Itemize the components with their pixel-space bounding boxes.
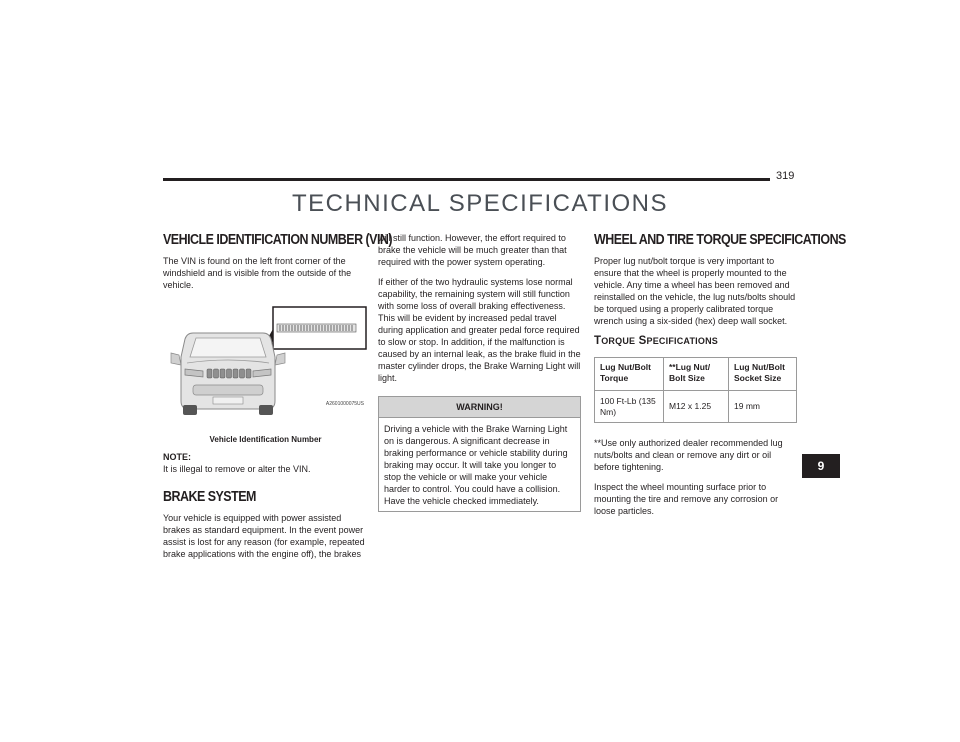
table-header-cell: Lug Nut/Bolt Torque xyxy=(595,358,664,391)
sub-rest-1: ORQUE xyxy=(601,336,636,346)
table-row xyxy=(595,391,797,423)
wheel-heading: WHEEL AND TIRE TORQUE SPECIFICATIONS xyxy=(594,232,846,248)
warning-box xyxy=(378,396,581,512)
table-cell: 19 mm xyxy=(729,391,797,423)
table-cell: M12 x 1.25 xyxy=(664,391,729,423)
brake-para1-cont: will still function. However, the effort required to brake the vehicle will be much greater than that required with the power system operating. xyxy=(378,233,567,267)
torque-subheading xyxy=(594,335,799,347)
figure-caption: Vehicle Identification Number xyxy=(209,435,322,444)
vin-heading: VEHICLE IDENTIFICATION NUMBER (VIN) xyxy=(163,232,393,248)
vin-figure xyxy=(163,305,368,435)
torque-table xyxy=(594,357,797,423)
header-rule xyxy=(163,178,770,181)
inspect-text: Inspect the wheel mounting surface prior to mounting the tire and remove any corrosion or loose particles. xyxy=(594,482,779,516)
warning-body: Driving a vehicle with the Brake Warning Light on is dangerous. A significant decrease in braking performance or vehicle stability during braking may occur. It will take you longer to stop the vehicle or will make your vehicle harder to control. You could have a collision. Have the vehicle checked immediately. xyxy=(384,424,568,506)
sub-initial-1: T xyxy=(594,335,602,347)
column-middle xyxy=(378,232,583,512)
vehicle-front-illustration xyxy=(163,305,368,435)
chapter-title: TECHNICAL SPECIFICATIONS xyxy=(291,190,669,217)
brake-para2: If either of the two hydraulic systems lose normal capability, the remaining system will still function with some loss of overall braking effectiveness. This will be evident by increased pedal travel during application and greater pedal force required to slow or stop. In addition, if the malfunction is caused by an internal leak, as the brake fluid in the master cylinder drops, the Brake Warning Light will light. xyxy=(378,277,581,383)
column-left xyxy=(163,232,393,568)
sub-rest-2: PECIFICATIONS xyxy=(646,336,718,346)
table-header-row xyxy=(595,358,797,391)
table-header-cell: **Lug Nut/ Bolt Size xyxy=(664,358,729,391)
table-cell: 100 Ft-Lb (135 Nm) xyxy=(595,391,664,423)
warning-title: WARNING! xyxy=(379,397,580,418)
column-right xyxy=(594,232,846,525)
figure-code: A2601000075US xyxy=(325,401,364,407)
note-label: NOTE: xyxy=(163,452,191,462)
torque-footnote: **Use only authorized dealer recommended lug nuts/bolts and clean or remove any dirt or oil before tightening. xyxy=(594,438,783,472)
note-text: It is illegal to remove or alter the VIN. xyxy=(163,464,311,474)
wheel-intro: Proper lug nut/bolt torque is very important to ensure that the wheel is properly mounted to the vehicle. Any time a wheel has been removed and reinstalled on the vehicle, the lug nuts/bolts should be torqued using a properly calibrated torque wrench using a six-sided (hex) deep wall socket. xyxy=(594,256,796,326)
page-number: 319 xyxy=(776,170,795,182)
brake-para1-start: Your vehicle is equipped with power assisted brakes as standard equipment. In the event power assist is lost for any reason (for example, repeated brake applications with the engine off), the brakes xyxy=(163,513,365,559)
table-header-cell: Lug Nut/Bolt Socket Size xyxy=(729,358,797,391)
brake-heading: BRAKE SYSTEM xyxy=(163,489,256,505)
chapter-tab: 9 xyxy=(802,454,840,478)
vin-intro: The VIN is found on the left front corner of the windshield and is visible from the outside of the vehicle. xyxy=(163,256,352,290)
sub-initial-2: S xyxy=(638,335,647,347)
